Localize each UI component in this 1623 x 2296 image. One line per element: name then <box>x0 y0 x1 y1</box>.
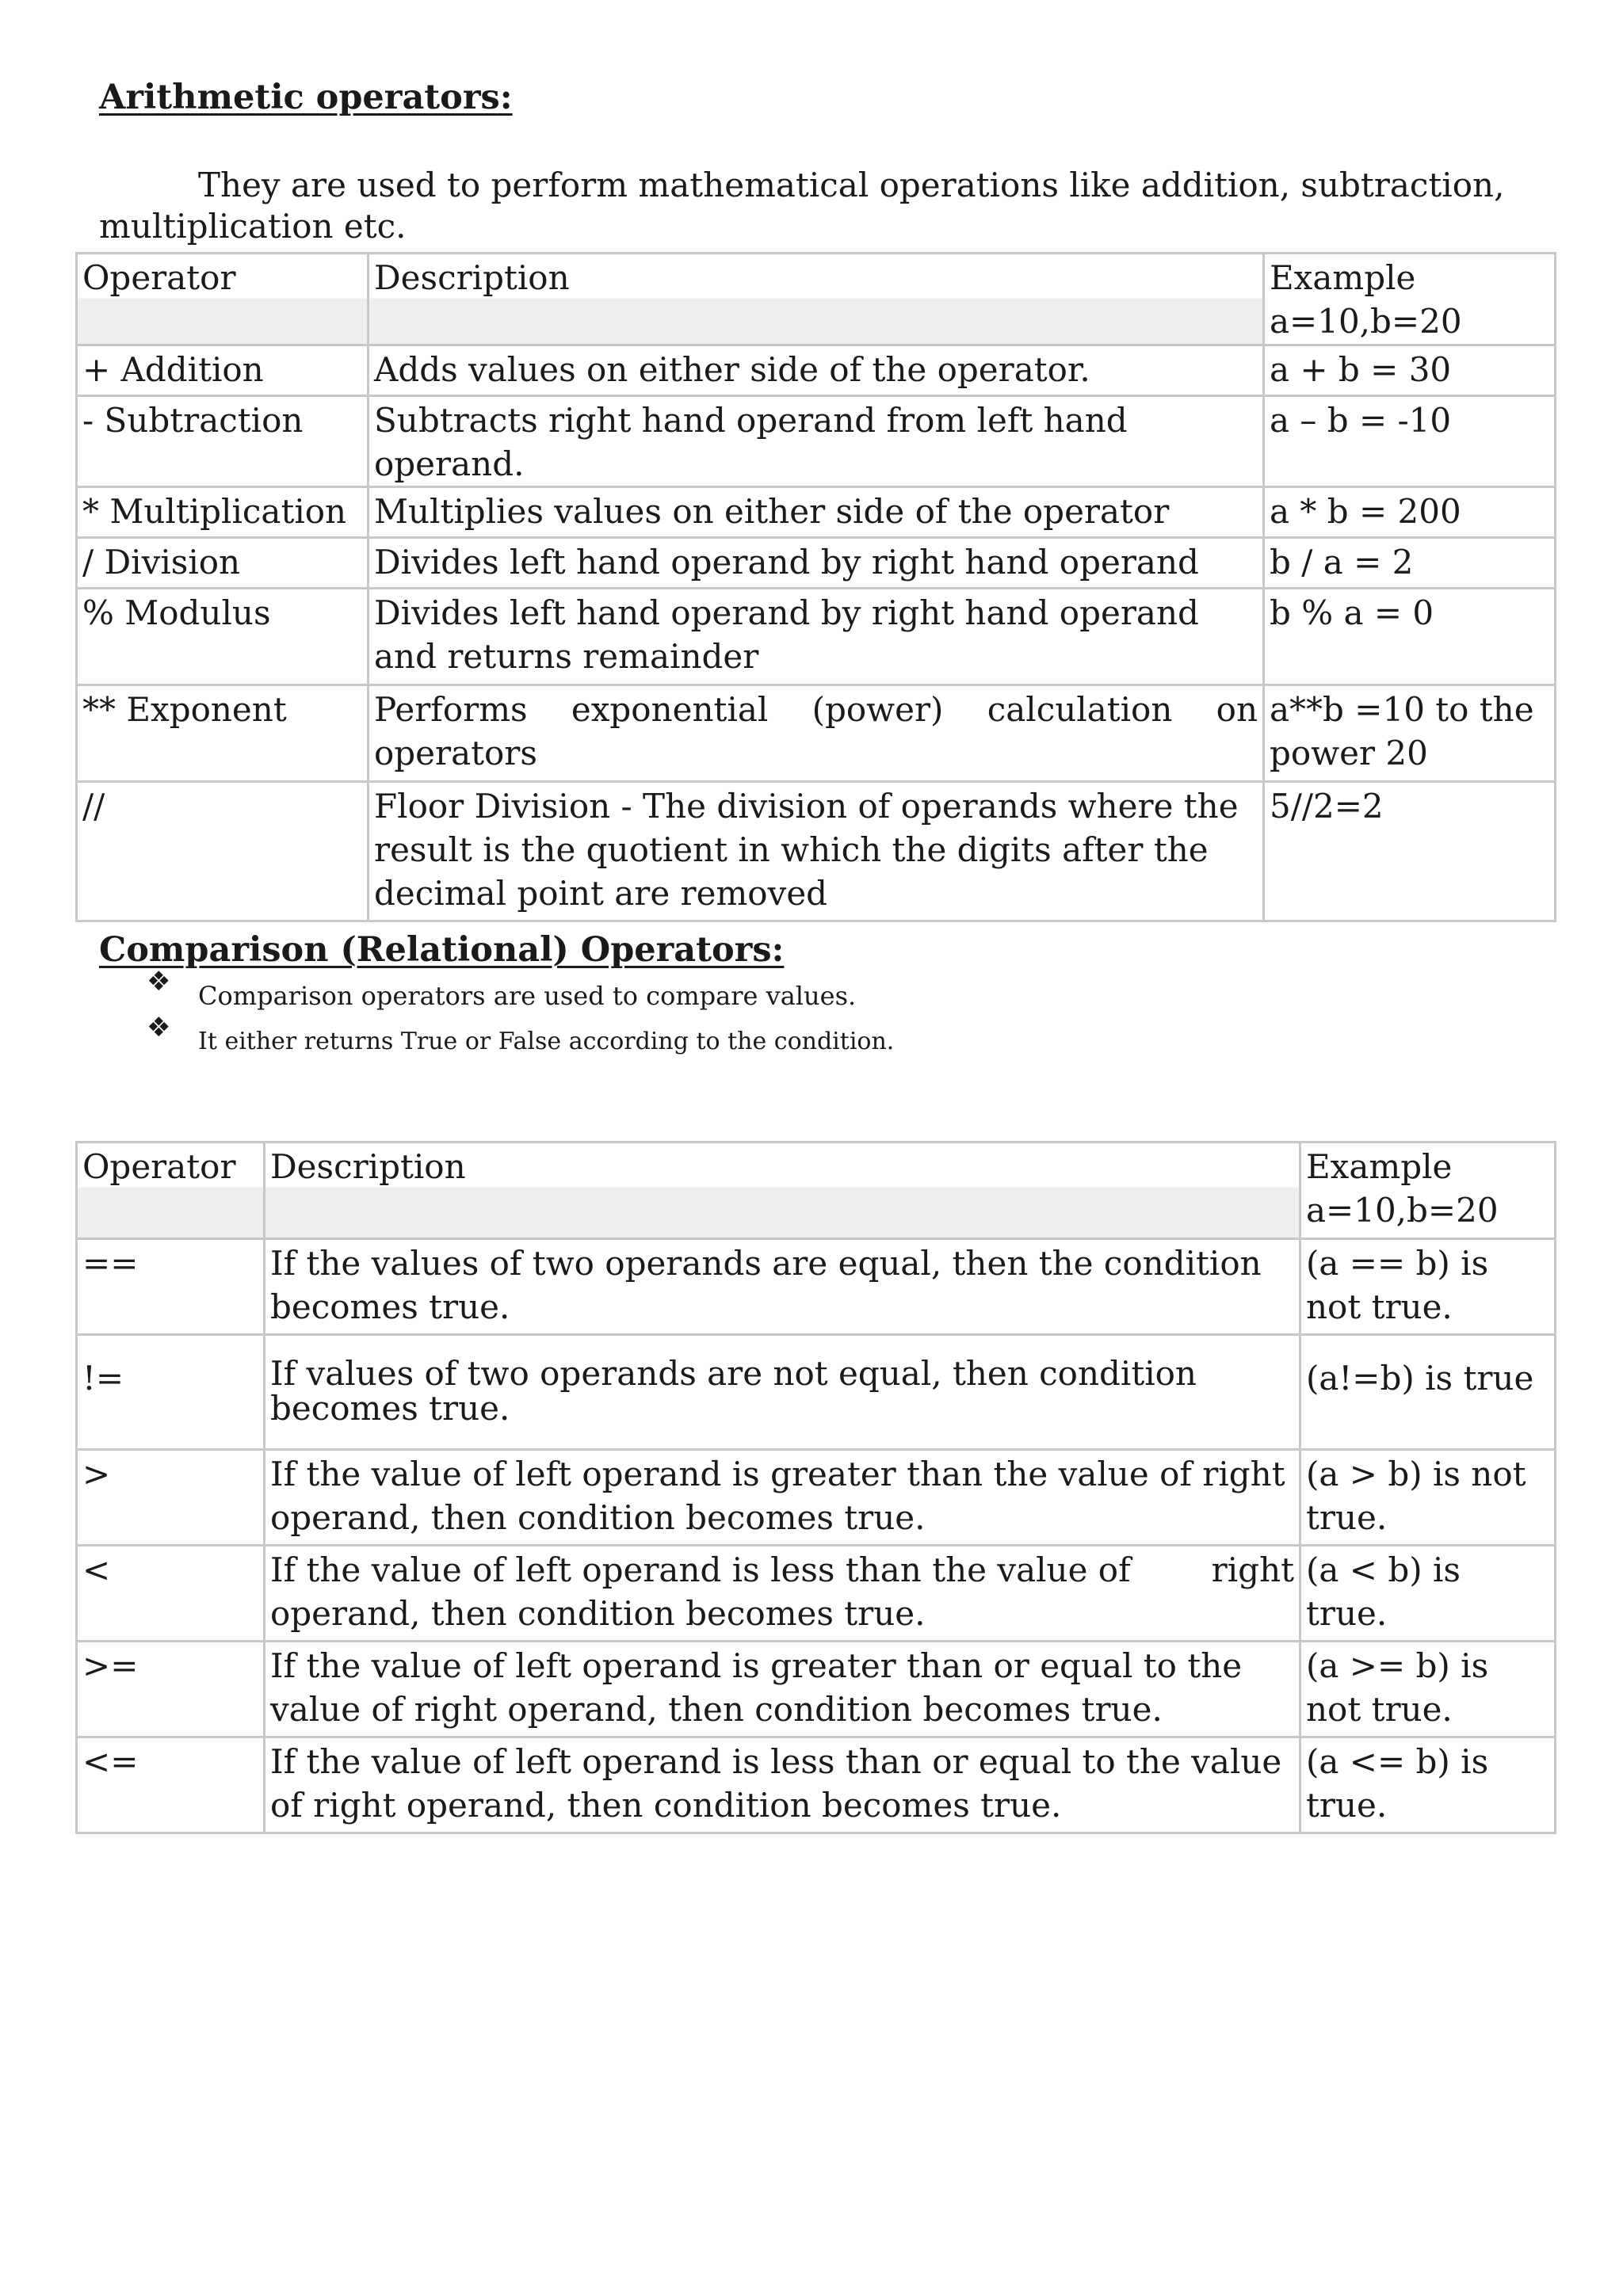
description-line-end: right <box>1211 1550 1294 1589</box>
arithmetic-intro <box>99 165 1557 247</box>
example-cell: (a > b) is not true. <box>1300 1450 1556 1546</box>
example-cell: b / a = 2 <box>1264 538 1556 589</box>
operator-cell: != <box>77 1335 265 1450</box>
column-header-description: Description <box>369 254 1264 345</box>
description-cell: If the value of left operand is less than or equal to the value of right operand, then condition becomes true. <box>265 1737 1300 1833</box>
table-row <box>77 782 1556 921</box>
operator-cell: <= <box>77 1737 265 1833</box>
example-label: Example <box>1270 258 1416 297</box>
bullet-text: Comparison operators are used to compare values. <box>198 981 857 1011</box>
table-row <box>77 1737 1556 1833</box>
list-item <box>99 966 894 1019</box>
description-cell: If the value of left operand is greater than or equal to the value of right operand, then condition becomes true. <box>265 1642 1300 1737</box>
operator-cell: ** Exponent <box>77 685 369 782</box>
description-cell: Subtracts right hand operand from left hand operand. <box>369 396 1264 487</box>
description-cell: Performs exponential (power) calculation on operators <box>369 685 1264 782</box>
example-cell: a + b = 30 <box>1264 345 1556 396</box>
table-row <box>77 589 1556 685</box>
description-cell: Divides left hand operand by right hand operand and returns remainder <box>369 589 1264 685</box>
comparison-operators-table <box>75 1141 1556 1834</box>
operator-cell: == <box>77 1239 265 1335</box>
example-cell: (a <= b) is true. <box>1300 1737 1556 1833</box>
operator-cell: - Subtraction <box>77 396 369 487</box>
description-cell: If the value of left operand is greater than the value of right operand, then condition becomes true. <box>265 1450 1300 1546</box>
example-values: a=10,b=20 <box>1270 302 1462 341</box>
operator-cell: < <box>77 1546 265 1642</box>
comparison-bullet-list <box>99 966 895 1065</box>
table-row <box>77 538 1556 589</box>
operator-cell: + Addition <box>77 345 369 396</box>
example-cell: b % a = 0 <box>1264 589 1556 685</box>
example-cell: (a!=b) is true <box>1300 1335 1556 1450</box>
table-header-row <box>77 254 1556 345</box>
column-header-example <box>1264 254 1556 345</box>
operator-cell: // <box>77 782 369 921</box>
table-row <box>77 1335 1556 1450</box>
example-cell: (a < b) is true. <box>1300 1546 1556 1642</box>
arithmetic-heading: Arithmetic operators: <box>99 78 513 117</box>
column-header-example <box>1300 1142 1556 1239</box>
column-header-description: Description <box>265 1142 1300 1239</box>
example-cell: a**b =10 to the power 20 <box>1264 685 1556 782</box>
description-line <box>270 1548 1294 1592</box>
table-row <box>77 1450 1556 1546</box>
example-cell: (a >= b) is not true. <box>1300 1642 1556 1737</box>
table-row <box>77 1239 1556 1335</box>
table-row <box>77 396 1556 487</box>
operator-cell: > <box>77 1450 265 1546</box>
example-label: Example <box>1306 1147 1453 1186</box>
description-cell <box>265 1546 1300 1642</box>
four-diamond-bullet-icon: ❖ <box>147 966 171 997</box>
description-cell: Multiplies values on either side of the operator <box>369 487 1264 538</box>
four-diamond-bullet-icon: ❖ <box>147 1012 171 1043</box>
operator-cell: * Multiplication <box>77 487 369 538</box>
operator-cell: / Division <box>77 538 369 589</box>
description-cell: Adds values on either side of the operator. <box>369 345 1264 396</box>
column-header-operator: Operator <box>77 254 369 345</box>
example-cell: (a == b) is not true. <box>1300 1239 1556 1335</box>
table-row <box>77 487 1556 538</box>
list-item <box>99 1012 895 1065</box>
bullet-text: It either returns True or False according to the condition. <box>198 1028 895 1055</box>
table-row <box>77 345 1556 396</box>
operator-cell: >= <box>77 1642 265 1737</box>
table-row <box>77 1642 1556 1737</box>
column-header-operator: Operator <box>77 1142 265 1239</box>
comparison-heading: Comparison (Relational) Operators: <box>99 930 785 970</box>
example-values: a=10,b=20 <box>1306 1191 1499 1230</box>
arithmetic-operators-table <box>75 252 1556 922</box>
example-cell: a – b = -10 <box>1264 396 1556 487</box>
arithmetic-intro-text: They are used to perform mathematical operations like addition, subtraction, multiplication etc. <box>99 166 1505 246</box>
table-header-row <box>77 1142 1556 1239</box>
description-line-start: If the value of left operand is less than the value of <box>270 1550 1131 1589</box>
example-cell: a * b = 200 <box>1264 487 1556 538</box>
description-cell: If values of two operands are not equal, then condition becomes true. <box>265 1335 1300 1450</box>
description-cell: If the values of two operands are equal, then the condition becomes true. <box>265 1239 1300 1335</box>
example-cell: 5//2=2 <box>1264 782 1556 921</box>
description-cell: Divides left hand operand by right hand operand <box>369 538 1264 589</box>
description-cell: Floor Division - The division of operands where the result is the quotient in which the digits after the decimal point are removed <box>369 782 1264 921</box>
table-row <box>77 685 1556 782</box>
table-row <box>77 1546 1556 1642</box>
description-line: operand, then condition becomes true. <box>270 1594 926 1633</box>
operator-cell: % Modulus <box>77 589 369 685</box>
